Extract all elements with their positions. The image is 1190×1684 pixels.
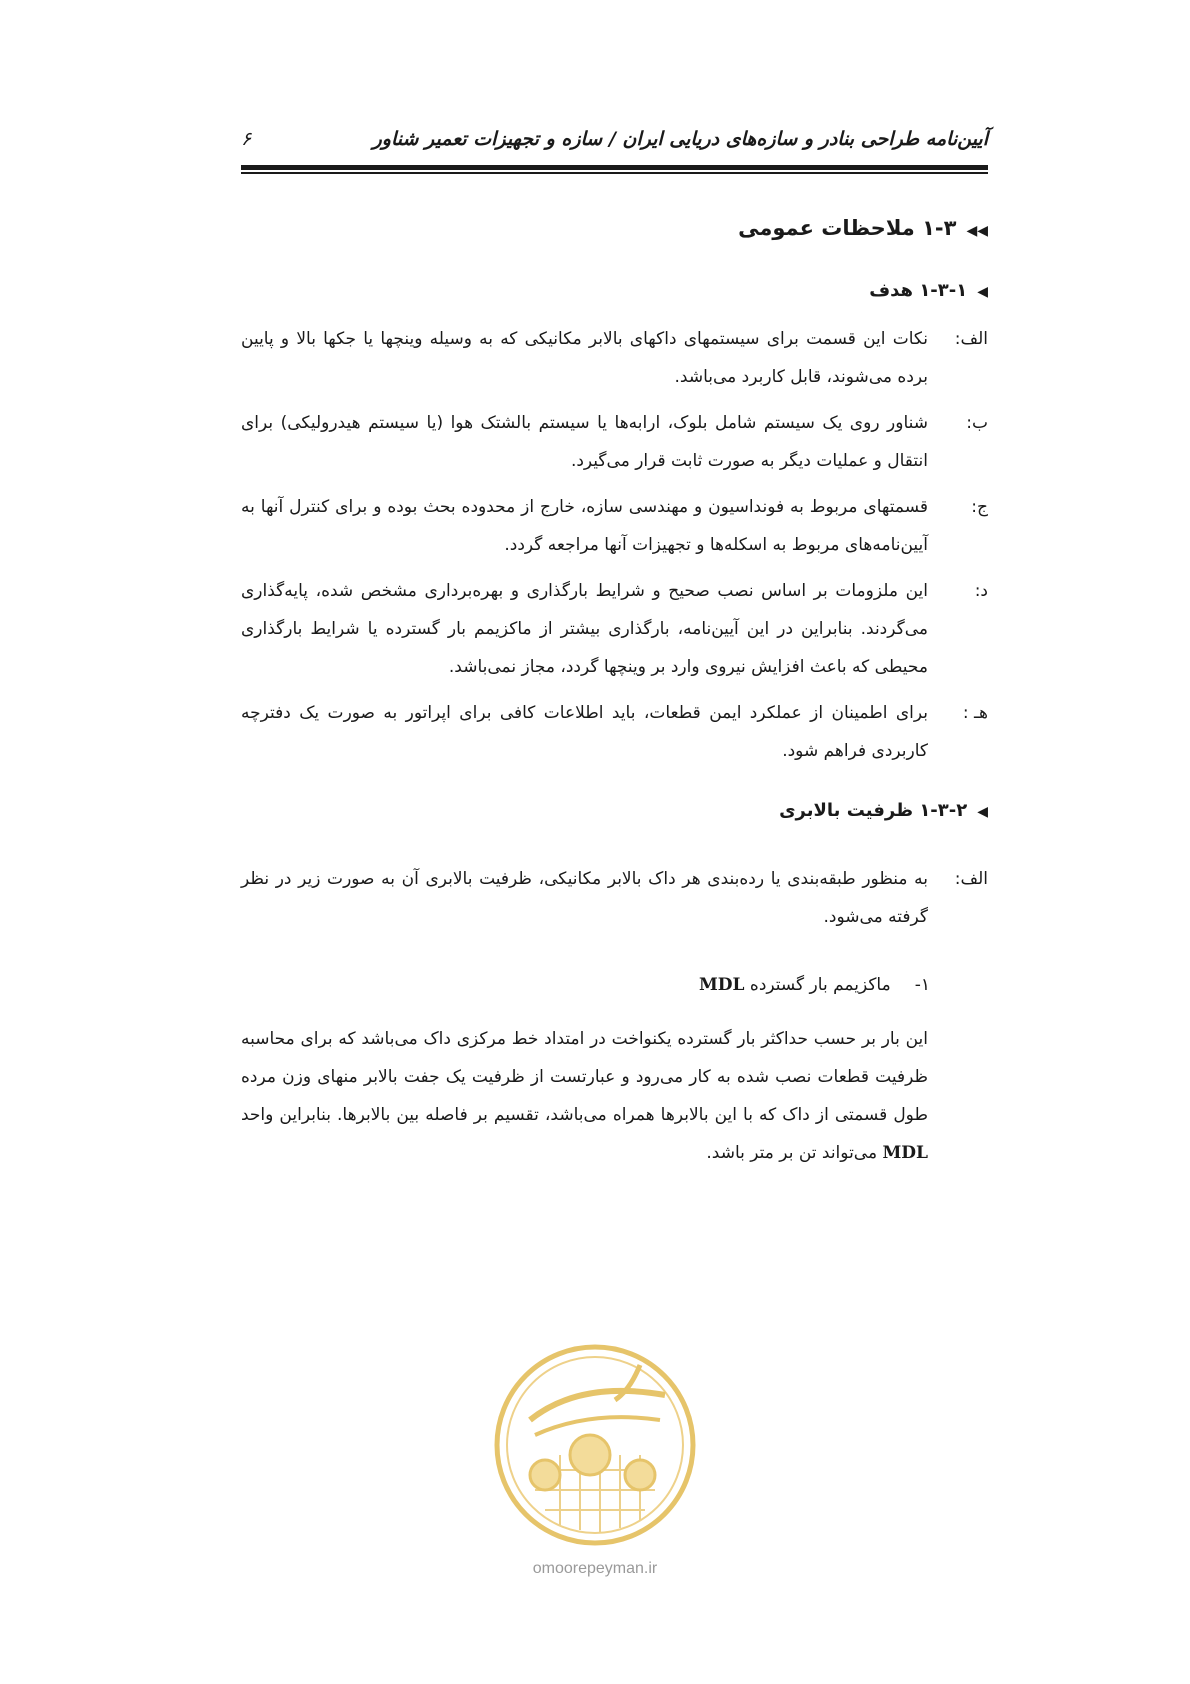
item-text: نکات این قسمت برای سیستمهای داکهای بالابر مکانیکی که به وسیله وینچها یا جکها بالا و پایین برده می‌شوند، قابل کاربرد می‌باشد. [241,329,928,387]
subitem-abbr: MDL [698,975,745,995]
item-text: به منظور طبقه‌بندی یا رده‌بندی هر داک بالابر مکانیکی، ظرفیت بالابری آن به صورت زیر در نظر گرفته می‌شود. [241,869,928,927]
item-label: ج: [971,497,988,517]
item-label: هـ : [962,703,988,723]
subsection-title-1: ۱-۳-۱ هدف [869,280,968,301]
item-text: شناور روی یک سیستم شامل بلوک، ارابه‌ها یا سیستم بالشتک هوا (یا سیستم هیدرولیکی) برای انتقال و عملیات دیگر به صورت ثابت قرار می‌گیرد. [241,413,928,471]
section-heading [738,216,988,240]
running-header [241,128,988,158]
list-item [241,860,988,936]
subitem-text: ماکزیمم بار گسترده [749,975,891,995]
item-label: الف: [954,869,988,889]
definition-paragraph [241,1020,928,1172]
watermark-seal-logo [490,1340,700,1550]
subsection-heading-2 [779,800,988,821]
page-number: ۶ [241,128,252,150]
list-item [241,320,988,396]
item-text: این ملزومات بر اساس نصب صحیح و شرایط بارگذاری و بهره‌برداری مشخص شده، پایه‌گذاری می‌گردند. بنابراین در این آیین‌نامه، بارگذاری بیشتر از ماکزیمم بار گسترده یا شرایط بارگذاری محیطی که باعث افزایش نیروی وارد بر وینچها گردد، مجاز نمی‌باشد. [241,581,928,677]
subsection-heading-1 [869,280,988,301]
paragraph-abbr: MDL [882,1143,928,1163]
item-text: قسمتهای مربوط به فونداسیون و مهندسی سازه، خارج از محدوده بحث بوده و برای کنترل آنها به آیین‌نامه‌های مربوط به اسکله‌ها و تجهیزات آنها مراجعه گردد. [241,497,928,555]
header-title: آیین‌نامه طراحی بنادر و سازه‌های دریایی ایران / سازه و تجهیزات تعمیر شناور [372,128,988,150]
item-text: برای اطمینان از عملکرد ایمن قطعات، باید اطلاعات کافی برای اپراتور به صورت یک دفترچه کاربردی فراهم شود. [241,703,928,761]
item-label: الف: [954,329,988,349]
header-rule-thick [241,165,988,170]
arrow-icon: ◀ [977,284,988,300]
list-item [241,488,988,564]
subitem-number: ۱- [914,975,930,995]
section-title: ۱-۳ ملاحظات عمومی [738,216,957,240]
item-label: د: [974,581,988,601]
paragraph-main: این بار بر حسب حداکثر بار گسترده یکنواخت در امتداد خط مرکزی داک می‌باشد که برای محاسبه ظرفیت قطعات نصب شده به کار می‌رود و عبارتست از ظرفیت یک جفت بالابر منهای وزن مرده طول قسمتی از داک که با این بالابرها همراه می‌باشد، تقسیم بر فاصله بین بالابرها. بنابراین واحد [241,1029,928,1125]
item-label: ب: [966,413,988,433]
list-item [241,572,988,686]
paragraph-tail: می‌تواند تن بر متر باشد. [706,1143,878,1163]
subsection-title-2: ۱-۳-۲ ظرفیت بالابری [779,800,968,821]
list-item [241,404,988,480]
arrow-icon: ◀ [977,804,988,820]
double-arrow-icon: ◀◀ [966,223,988,239]
watermark-site: omoorepeyman.ir [532,1560,658,1577]
list-item [241,694,988,770]
header-rule-thin [241,172,988,174]
numbered-subitem [699,975,930,995]
